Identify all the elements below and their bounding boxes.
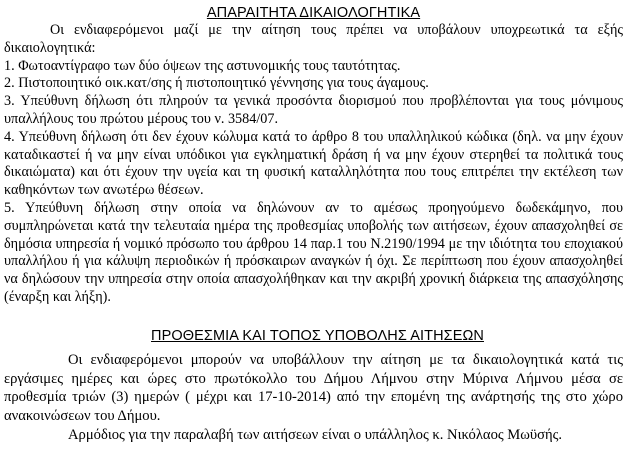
list-item: 2. Πιστοποιητικό οικ.κατ/σης ή πιστοποιητικό γέννησης για τους άγαμους.: [4, 75, 429, 92]
documents-list: [4, 58, 623, 307]
section-heading-deadline: ΠΡΟΘΕΣΜΙΑ ΚΑΙ ΤΟΠΟΣ ΥΠΟΒΟΛΗΣ ΑΙΤΗΣΕΩΝ: [151, 328, 484, 344]
section-heading-required-documents: ΑΠΑΡΑΙΤΗΤΑ ΔΙΚΑΙΟΛΟΓΗΤΙΚΑ: [206, 5, 421, 21]
required-documents-section: [4, 4, 623, 307]
deadline-paragraph: Οι ενδιαφερόμενοι μπορούν να υποβάλλουν την αίτηση με τα δικαιολογητικά κατά τις εργάσιμες ημέρες και ώρες στο πρωτόκολλο του Δήμου Λήμνου στην Μύρινα Λήμνου μέσα σε προθεσμία τριών (3) ημερών ( μέχρι και 17-10-2014) από την επομένη της ανάρτησής της στο χώρο ανακοινώσεων του Δήμου.: [4, 352, 623, 424]
list-item: 1. Φωτοαντίγραφο των δύο όψεων της αστυνομικής τους ταυτότητας.: [4, 57, 401, 74]
deadline-section: [4, 351, 623, 445]
list-item: 5. Υπεύθυνη δήλωση στην οποία να δηλώνουν αν το αμέσως προηγούμενο δωδεκάμηνο, που συμπληρώνεται κατά την τελευταία ημέρα της προθεσμίας υποβολής των αιτήσεων, έχουν απασχοληθεί σε δημόσια υπηρεσία ή νομικό πρόσωπο του άρθρου 14 παρ.1 του Ν.2190/1994 με την ιδιότητα του εποχιακού υπαλλήλου ή για κάλυψη περιοδικών ή πρόσκαιρων αναγκών ή όχι. Σε περίπτωση που έχουν απασχοληθεί να δηλώσουν την υπηρεσία στην οποία απασχολήθηκαν και την ακριβή χρονική διάρκεια της απασχόλησης (έναρξη και λήξη).: [4, 199, 623, 305]
list-item: 4. Υπεύθυνη δήλωση ότι δεν έχουν κώλυμα κατά το άρθρο 8 του υπαλληλικού κώδικα (δηλ. να μην έχουν καταδικαστεί ή να μην είναι υπόδικοι για εγκληματική δράση ή να μην έχουν στερηθεί τα πολιτικά τους δικαιώματα) και ότι έχουν την υγεία και τη φυσική καταλληλότητα που τους επιτρέπει την εκτέλεση των καθηκόντων των ανωτέρω θέσεων.: [4, 128, 623, 199]
list-item: 3. Υπεύθυνη δήλωση ότι πληρούν τα γενικά προσόντα διορισμού που προβλέπονται για τους μόνιμους υπαλλήλους του πρώτου μέρους του ν. 3584/07.: [4, 93, 623, 127]
intro-paragraph: Οι ενδιαφερόμενοι μαζί με την αίτηση τους πρέπει να υποβάλουν υποχρεωτικά τα εξής δικαιολογητικά:: [4, 22, 623, 56]
responsible-person-paragraph: Αρμόδιος για την παραλαβή των αιτήσεων είναι ο υπάλληλος κ. Νικόλαος Μωϋσής.: [68, 427, 563, 444]
